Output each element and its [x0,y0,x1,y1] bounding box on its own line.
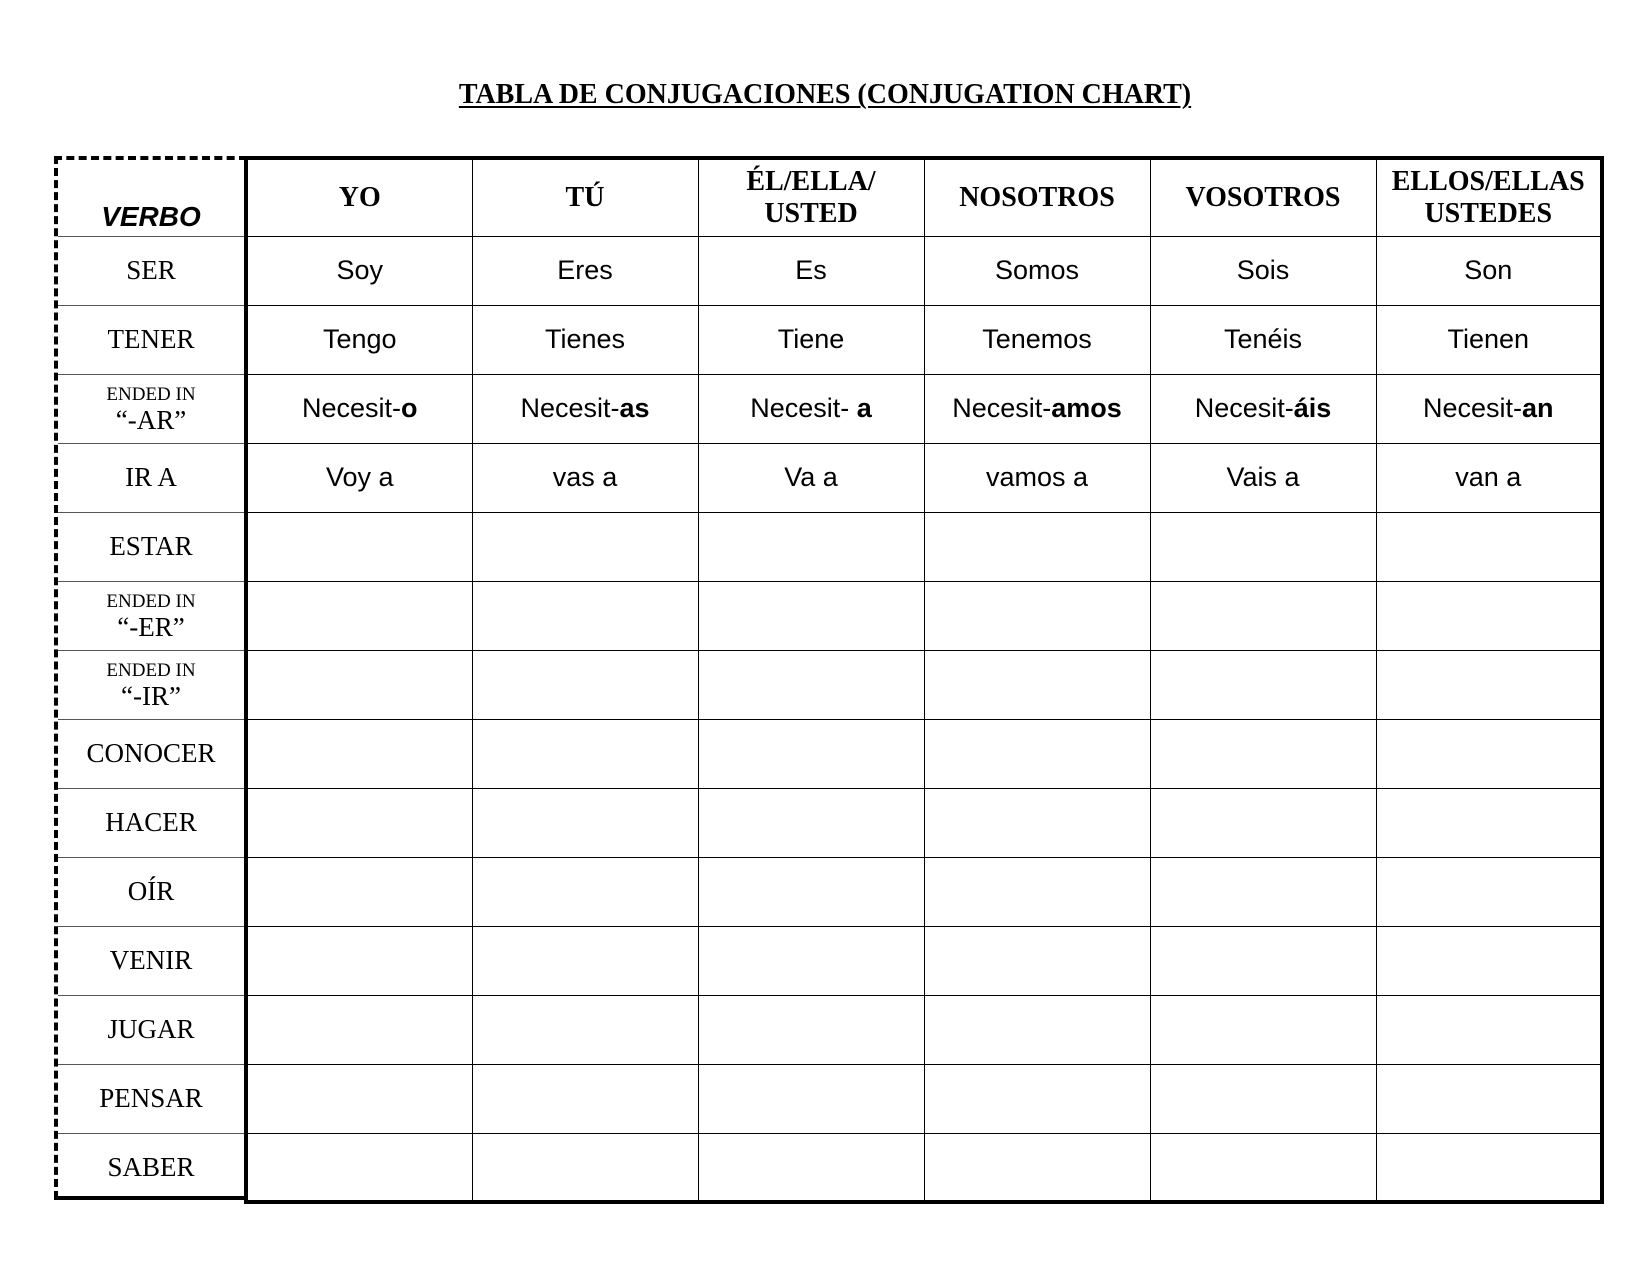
conjugation-cell [1376,1133,1602,1202]
conjugation-cell [698,719,924,788]
conjugation-cell [698,788,924,857]
pronoun-header-5 [1376,158,1602,236]
verb-cell [58,581,246,650]
conjugation-cell [1150,857,1376,926]
conjugation-cell [246,443,472,512]
table-row [58,719,1602,788]
conjugation-cell [924,236,1150,305]
conjugation-cell [924,995,1150,1064]
verb-label: JUGAR [107,1014,195,1044]
conjugation-cell [246,857,472,926]
conjugation-cell [246,1133,472,1202]
conjugation-cell [924,926,1150,995]
table-row [58,512,1602,581]
conjugation-cell [1376,305,1602,374]
conjugation-cell [472,719,698,788]
conjugation-stem: Necesit- [1422,393,1522,423]
conjugation-text: Somos [994,255,1080,285]
conjugation-cell [472,374,698,443]
pronoun-header-0 [246,158,472,236]
verb-cell [58,1133,246,1202]
conjugation-cell [246,512,472,581]
verb-header: VERBO [101,200,201,232]
conjugation-cell [924,1064,1150,1133]
conjugation-cell [1150,650,1376,719]
conjugation-cell [924,719,1150,788]
table-row [58,650,1602,719]
conjugation-text: van a [1455,462,1522,492]
conjugation-table [58,156,1604,1204]
conjugation-cell [698,512,924,581]
conjugation-cell [472,305,698,374]
conjugation-cell [698,443,924,512]
verb-cell [58,236,246,305]
conjugation-cell [698,926,924,995]
pronoun-header-2 [698,158,924,236]
conjugation-text: Soy [336,255,384,285]
conjugation-text: Tiene [777,324,845,354]
conjugation-cell [698,374,924,443]
conjugation-cell [924,443,1150,512]
conjugation-cell [1376,719,1602,788]
conjugation-cell [472,1064,698,1133]
conjugation-text: vas a [552,462,618,492]
conjugation-text: Eres [557,255,613,285]
conjugation-cell [246,995,472,1064]
conjugation-text: Voy a [325,462,394,492]
conjugation-cell [698,236,924,305]
conjugation-cell [472,650,698,719]
verb-label: VENIR [109,945,193,975]
verb-label-ending: “-AR” [115,404,187,435]
conjugation-cell [698,1133,924,1202]
table-row [58,305,1602,374]
table-row [58,788,1602,857]
conjugation-cell [698,581,924,650]
verb-cell [58,926,246,995]
verb-cell [58,788,246,857]
table-row [58,857,1602,926]
conjugation-text: Son [1464,255,1513,285]
conjugation-cell [1150,1133,1376,1202]
verb-cell [58,995,246,1064]
conjugation-cell [472,857,698,926]
conjugation-cell [472,512,698,581]
conjugation-cell [1150,719,1376,788]
conjugation-text: Vais a [1226,462,1300,492]
conjugation-cell [1150,443,1376,512]
conjugation-cell [1376,926,1602,995]
page-title [0,77,1650,113]
header-row [58,158,1602,236]
verb-label-small: ENDED IN [106,383,196,405]
conjugation-cell [1150,788,1376,857]
conjugation-cell [1376,581,1602,650]
conjugation-cell [924,650,1150,719]
verb-cell [58,650,246,719]
verb-cell [58,443,246,512]
conjugation-ending: amos [1051,393,1122,423]
conjugation-cell [924,581,1150,650]
table-row [58,995,1602,1064]
table-row [58,1064,1602,1133]
conjugation-cell [924,788,1150,857]
verb-label: ESTAR [109,531,193,561]
conjugation-text: Tenemos [982,324,1092,354]
conjugation-text: Tienes [544,324,626,354]
pronoun-header-line: ÉL/ELLA/ [746,165,876,197]
pronoun-header-1 [472,158,698,236]
verb-label: TENER [107,324,195,354]
verb-label: SER [126,255,176,285]
verb-label: SABER [107,1152,195,1183]
conjugation-text: Va a [784,462,838,492]
table-row [58,1133,1602,1202]
conjugation-cell [1376,443,1602,512]
conjugation-cell [1150,305,1376,374]
pronoun-header-4 [1150,158,1376,236]
conjugation-cell [1376,236,1602,305]
table-row [58,581,1602,650]
verb-label-small: ENDED IN [106,590,196,612]
conjugation-cell [1376,995,1602,1064]
conjugation-cell [924,857,1150,926]
conjugation-text: Es [795,255,827,285]
conjugation-cell [246,650,472,719]
page-title-text: TABLA DE CONJUGACIONES (CONJUGATION CHART) [458,79,1192,110]
conjugation-cell [1376,857,1602,926]
conjugation-cell [1376,512,1602,581]
conjugation-ending: as [619,393,650,423]
conjugation-cell [246,719,472,788]
conjugation-cell [1150,995,1376,1064]
conjugation-cell [1376,788,1602,857]
conjugation-cell [924,374,1150,443]
pronoun-header-line: ELLOS/ELLAS [1391,165,1585,197]
conjugation-ending: an [1522,393,1554,423]
pronoun-header-line: VOSOTROS [1185,181,1341,213]
conjugation-ending: a [856,393,872,423]
verb-label: HACER [105,807,197,837]
conjugation-ending: o [401,393,418,423]
conjugation-cell [698,995,924,1064]
conjugation-cell [698,650,924,719]
verb-label: OÍR [127,876,175,906]
conjugation-cell [246,788,472,857]
conjugation-cell [698,305,924,374]
conjugation-ending: áis [1293,393,1332,423]
verb-cell [58,305,246,374]
conjugation-cell [246,305,472,374]
conjugation-cell [1150,374,1376,443]
conjugation-stem: Necesit- [520,393,620,423]
conjugation-cell [1376,1064,1602,1133]
verb-label-ending: “-IR” [121,680,181,711]
verb-label-small: ENDED IN [106,659,196,681]
conjugation-cell [924,1133,1150,1202]
conjugation-stem: Necesit- [952,393,1052,423]
conjugation-cell [1150,926,1376,995]
table-row [58,236,1602,305]
conjugation-cell [246,1064,472,1133]
pronoun-header-line: YO [338,181,381,213]
conjugation-text: Tienen [1447,324,1530,354]
verb-cell [58,374,246,443]
conjugation-cell [698,857,924,926]
conjugation-cell [472,581,698,650]
conjugation-text: vamos a [985,462,1089,492]
verb-header-cell [58,158,246,236]
conjugation-text: Tengo [322,324,397,354]
table-row [58,926,1602,995]
conjugation-cell [246,581,472,650]
table-row [58,374,1602,443]
conjugation-cell [246,236,472,305]
conjugation-cell [698,1064,924,1133]
conjugation-cell [472,995,698,1064]
conjugation-cell [1376,650,1602,719]
conjugation-cell [246,926,472,995]
pronoun-header-3 [924,158,1150,236]
conjugation-cell [472,926,698,995]
conjugation-cell [924,512,1150,581]
conjugation-text: Sois [1236,255,1290,285]
conjugation-cell [924,305,1150,374]
verb-cell [58,719,246,788]
conjugation-stem: Necesit- [301,393,402,423]
verb-label-ending: “-ER” [117,611,185,642]
conjugation-cell [472,788,698,857]
pronoun-header-line: NOSOTROS [959,181,1115,213]
conjugation-cell [246,374,472,443]
conjugation-text: Tenéis [1223,324,1303,354]
conjugation-cell [1150,581,1376,650]
pronoun-header-line: USTEDES [1424,197,1553,229]
conjugation-cell [472,236,698,305]
verb-cell [58,512,246,581]
conjugation-cell [1150,512,1376,581]
pronoun-header-line: USTED [764,197,858,229]
conjugation-stem: Necesit- [1194,393,1294,423]
table-row [58,443,1602,512]
verb-label: IR A [125,462,177,492]
pronoun-header-line: TÚ [565,181,605,213]
conjugation-cell [472,1133,698,1202]
conjugation-cell [1376,374,1602,443]
conjugation-cell [1150,236,1376,305]
verb-cell [58,857,246,926]
verb-label: CONOCER [86,738,216,768]
conjugation-stem: Necesit- [750,393,857,423]
verb-label: PENSAR [99,1083,203,1113]
conjugation-cell [1150,1064,1376,1133]
verb-cell [58,1064,246,1133]
conjugation-cell [472,443,698,512]
